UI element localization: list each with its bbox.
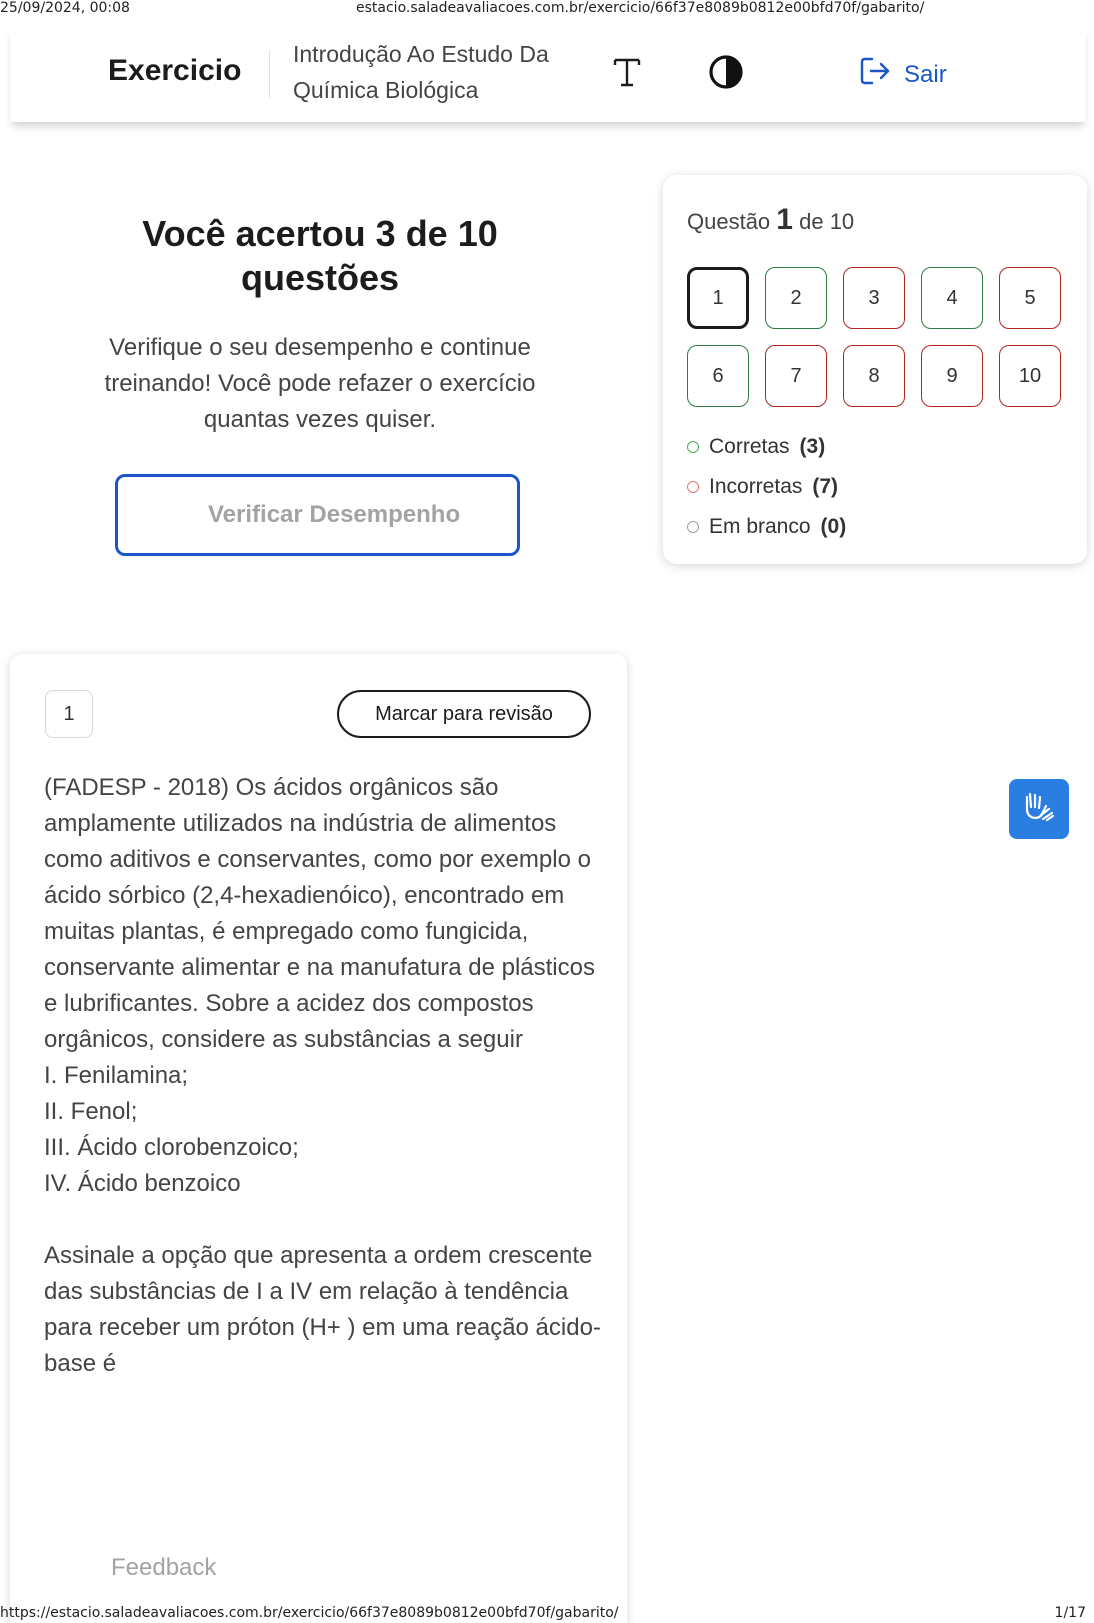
result-summary — [60, 212, 580, 438]
question-button-4[interactable]: 4 — [921, 267, 983, 329]
question-text — [44, 770, 604, 1382]
mark-for-review-button[interactable]: Marcar para revisão — [337, 690, 591, 738]
print-page-count: 1/17 — [1054, 1605, 1086, 1621]
print-datetime: 25/09/2024, 00:08 — [0, 0, 130, 16]
header-divider — [269, 50, 270, 98]
question-button-2[interactable]: 2 — [765, 267, 827, 329]
sign-language-icon — [1019, 787, 1059, 832]
navigator-label-suffix: de 10 — [799, 209, 855, 234]
question-prompt: Assinale a opção que apresenta a ordem crescente das substâncias de I a IV em relação à tendência para receber um próton (H+ ) em uma reação ácido-base é — [44, 1242, 601, 1377]
question-item-1: I. Fenilamina; — [44, 1062, 189, 1089]
navigator-current: 1 — [776, 203, 793, 236]
print-url: estacio.saladeavaliacoes.com.br/exercicio/66f37e8089b0812e00bfd70f/gabarito/ — [356, 0, 925, 16]
result-text: Verifique o seu desempenho e continue treinando! Você pode refazer o exercício quantas vezes quiser. — [104, 334, 536, 433]
question-item-4: IV. Ácido benzoico — [44, 1170, 241, 1197]
correct-dot-icon — [687, 441, 699, 453]
logout-icon — [858, 54, 892, 95]
feedback-label[interactable]: Feedback — [111, 1554, 217, 1581]
verify-performance-button[interactable]: Verificar Desempenho — [115, 474, 520, 556]
course-title-line1: Introdução Ao Estudo Da — [293, 41, 549, 67]
paragraph-gap — [44, 1202, 604, 1238]
print-header — [0, 0, 1094, 16]
legend-blank-count: (0) — [820, 515, 847, 538]
legend-wrong — [687, 467, 846, 507]
question-item-2: II. Fenol; — [44, 1098, 138, 1125]
logout-label: Sair — [904, 60, 947, 88]
navigator-label-prefix: Questão — [687, 209, 771, 234]
question-button-6[interactable]: 6 — [687, 345, 749, 407]
course-title — [293, 36, 613, 108]
legend-correct-label: Corretas — [709, 435, 790, 458]
legend-correct-count: (3) — [799, 435, 826, 458]
question-item-3: III. Ácido clorobenzoico; — [44, 1134, 299, 1161]
question-button-1[interactable]: 1 — [687, 267, 749, 329]
question-button-9[interactable]: 9 — [921, 345, 983, 407]
question-statement: (FADESP - 2018) Os ácidos orgânicos são amplamente utilizados na indústria de alimentos como aditivos e conservantes, como por exemplo o ácido sórbico (2,4-hexadienóico), encontrado em muitas plantas, é empregado como fungicida, conservante alimentar e na manufatura de plásticos e lubrificantes. Sobre a acidez dos compostos orgânicos, considere as substâncias a seguir — [44, 774, 595, 1053]
brand-title: Exercicio — [108, 54, 242, 87]
font-size-icon[interactable] — [607, 52, 647, 92]
question-button-5[interactable]: 5 — [999, 267, 1061, 329]
question-number-badge: 1 — [45, 690, 93, 738]
navigator-legend — [687, 427, 846, 547]
result-title: Você acertou 3 de 10 questões — [142, 213, 498, 298]
legend-wrong-label: Incorretas — [709, 475, 803, 498]
navigator-title — [687, 203, 854, 237]
question-button-7[interactable]: 7 — [765, 345, 827, 407]
course-title-line2: Química Biológica — [293, 77, 479, 103]
wrong-dot-icon — [687, 481, 699, 493]
question-card — [10, 654, 627, 1623]
sign-language-button[interactable] — [1009, 779, 1069, 839]
blank-dot-icon — [687, 521, 699, 533]
question-navigator — [663, 175, 1087, 564]
question-button-10[interactable]: 10 — [999, 345, 1061, 407]
contrast-icon[interactable] — [706, 52, 746, 92]
print-footer — [0, 1605, 1094, 1621]
top-header — [10, 28, 1086, 122]
question-button-8[interactable]: 8 — [843, 345, 905, 407]
question-grid — [687, 267, 1061, 407]
legend-blank — [687, 507, 846, 547]
print-footer-url: https://estacio.saladeavaliacoes.com.br/exercicio/66f37e8089b0812e00bfd70f/gabarito/ — [0, 1605, 619, 1621]
legend-correct — [687, 427, 846, 467]
question-button-3[interactable]: 3 — [843, 267, 905, 329]
legend-blank-label: Em branco — [709, 515, 811, 538]
logout-button[interactable] — [858, 54, 947, 95]
legend-wrong-count: (7) — [812, 475, 839, 498]
